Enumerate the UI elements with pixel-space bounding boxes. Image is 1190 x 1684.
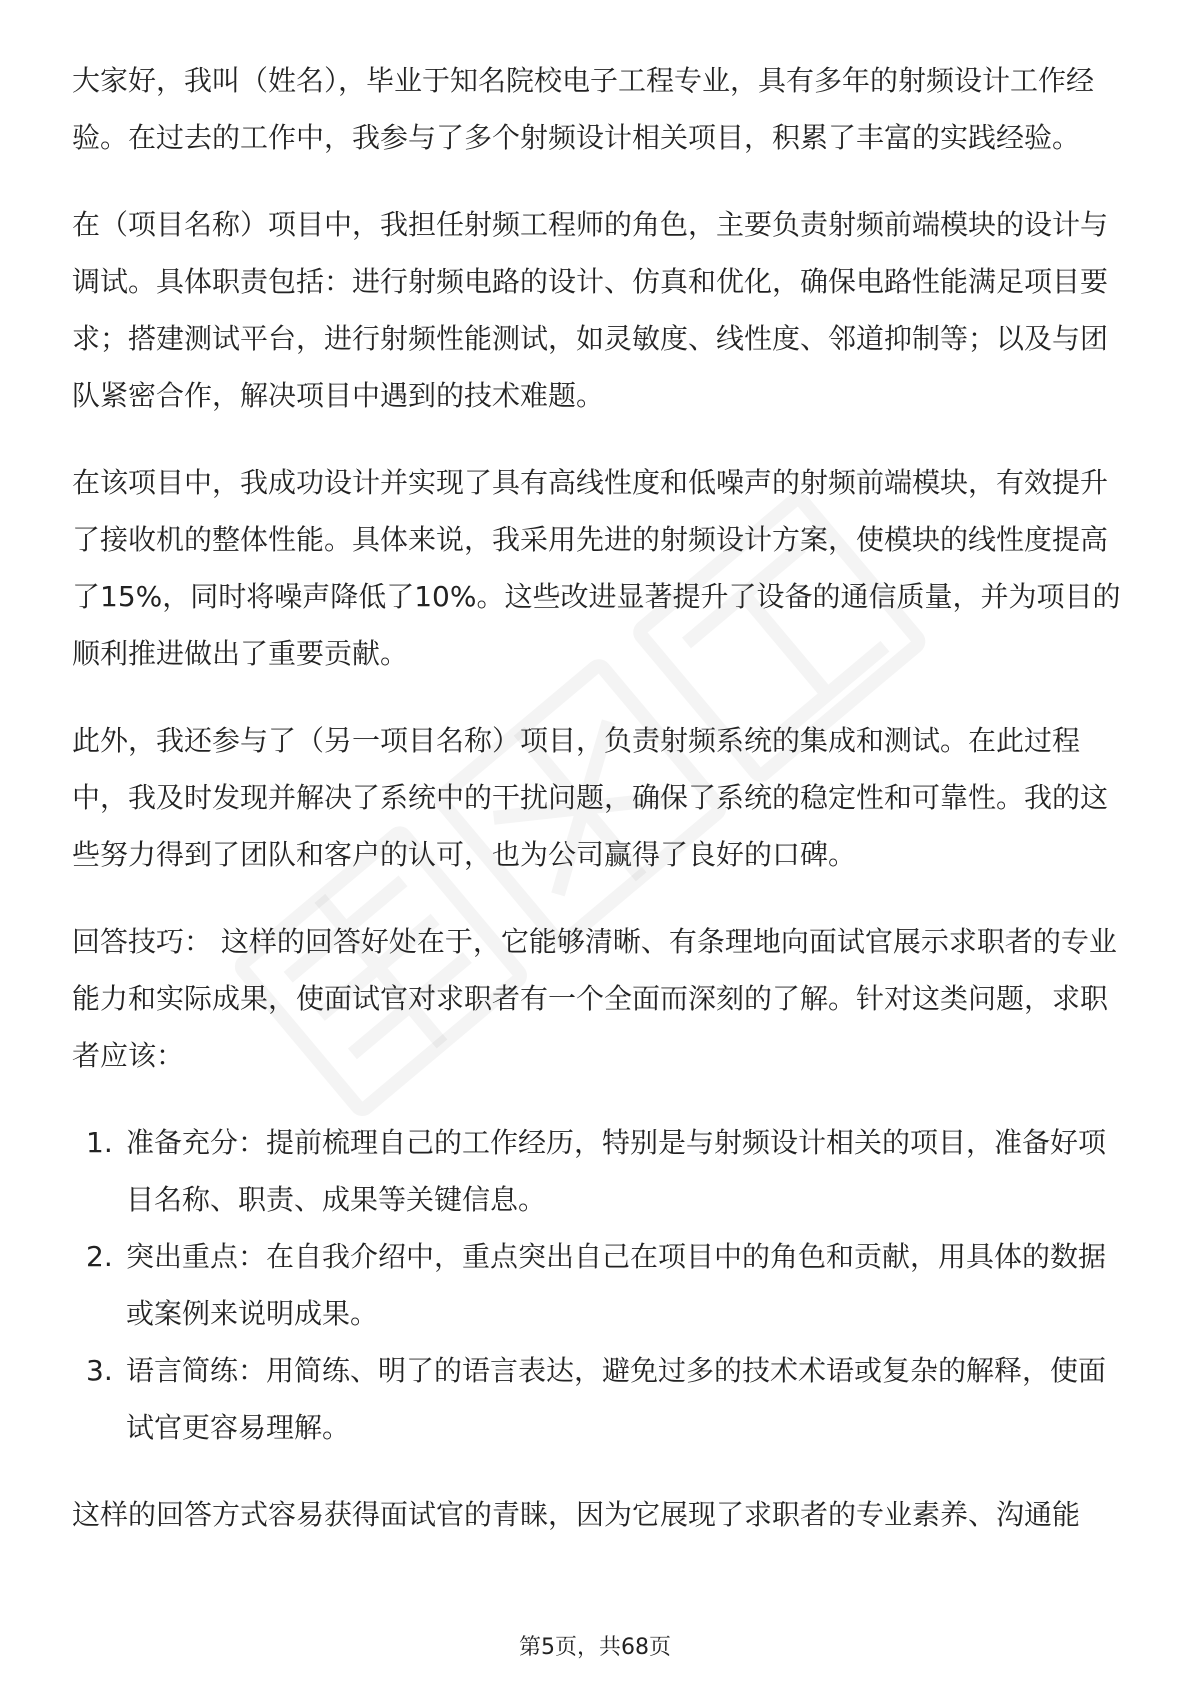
list-item [72,1114,1122,1228]
paragraph-answer-tips: 回答技巧： 这样的回答好处在于，它能够清晰、有条理地向面试官展示求职者的专业能力和实际成果，使面试官对求职者有一个全面而深刻的了解。针对这类问题，求职者应该： [72,925,1117,1072]
tips-list [72,1114,1122,1456]
document-content [72,52,1122,1573]
paragraph-intro: 大家好，我叫（姓名），毕业于知名院校电子工程专业，具有多年的射频设计工作经验。在过去的工作中，我参与了多个射频设计相关项目，积累了丰富的实践经验。 [72,64,1095,154]
list-item-number: 1. [86,1126,113,1159]
paragraph-project-role: 在（项目名称）项目中，我担任射频工程师的角色，主要负责射频前端模块的设计与调试。具体职责包括：进行射频电路的设计、仿真和优化，确保电路性能满足项目要求；搭建测试平台，进行射频性能测试，如灵敏度、线性度、邻道抑制等；以及与团队紧密合作，解决项目中遇到的技术难题。 [72,208,1109,412]
page-number-footer: 第5页，共68页 [519,1635,671,1660]
list-item-number: 2. [86,1240,113,1273]
list-item [72,1228,1122,1342]
list-item-text: 语言简练：用简练、明了的语言表达，避免过多的技术术语或复杂的解释，使面试官更容易理解。 [126,1354,1107,1444]
list-item [72,1342,1122,1456]
list-item-text: 突出重点：在自我介绍中，重点突出自己在项目中的角色和贡献，用具体的数据或案例来说明成果。 [126,1240,1107,1330]
paragraph-closing: 这样的回答方式容易获得面试官的青睐，因为它展现了求职者的专业素养、沟通能 [72,1498,1081,1531]
list-item-number: 3. [86,1354,113,1387]
list-item-text: 准备充分：提前梳理自己的工作经历，特别是与射频设计相关的项目，准备好项目名称、职责、成果等关键信息。 [126,1126,1107,1216]
paragraph-other-project: 此外，我还参与了（另一项目名称）项目，负责射频系统的集成和测试。在此过程中，我及时发现并解决了系统中的干扰问题，确保了系统的稳定性和可靠性。我的这些努力得到了团队和客户的认可，也为公司赢得了良好的口碑。 [72,724,1109,871]
paragraph-project-results: 在该项目中，我成功设计并实现了具有高线性度和低噪声的射频前端模块，有效提升了接收机的整体性能。具体来说，我采用先进的射频设计方案，使模块的线性度提高了15%，同时将噪声降低了10%。这些改进显著提升了设备的通信质量，并为项目的顺利推进做出了重要贡献。 [72,466,1121,670]
